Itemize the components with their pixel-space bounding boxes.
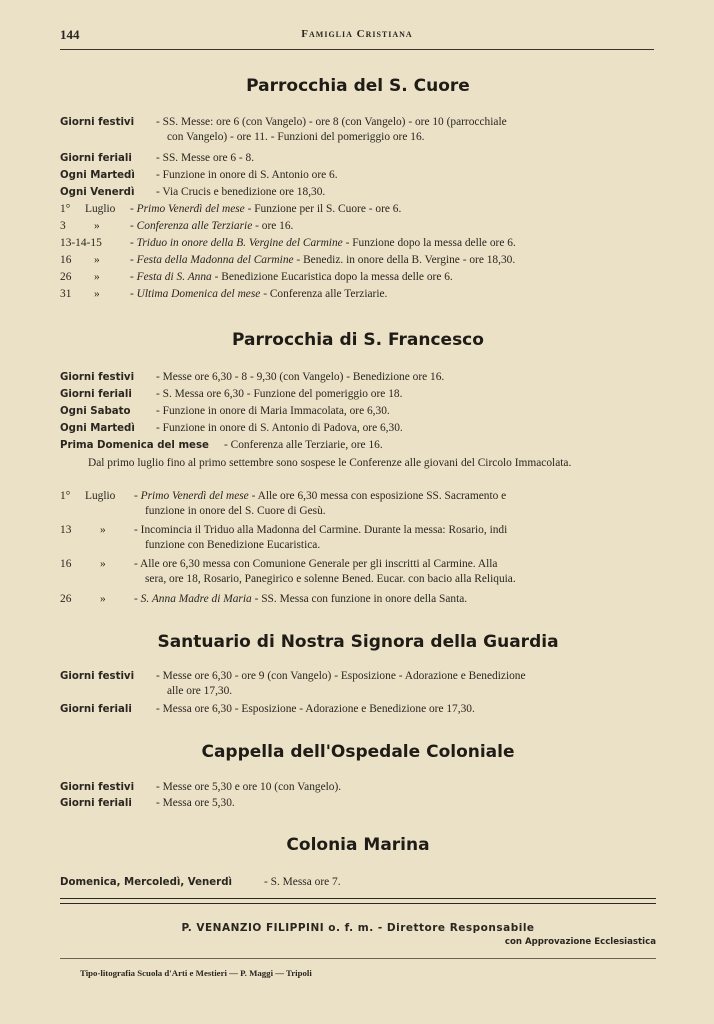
schedule-label: Ogni Martedì (60, 170, 135, 181)
section-title-colonia-marina: Colonia Marina (286, 835, 430, 855)
schedule-label: Giorni festivi (60, 117, 135, 128)
dash: - (134, 524, 138, 536)
dash: - (130, 203, 134, 215)
section-title-s-cuore: Parrocchia del S. Cuore (246, 76, 470, 96)
dated-row (60, 557, 656, 587)
schedule-row (60, 404, 656, 419)
date-month: Luglio (85, 490, 116, 502)
event-text: - Benediz. in onore della B. Vergine - ore 18,30. (293, 254, 516, 266)
dated-row (60, 202, 656, 217)
note-paragraph: Dal primo luglio fino al primo settembre sono sospese le Conferenze alle giovani del Circolo Immacolata. (88, 457, 572, 469)
schedule-text: - Messa ore 5,30. (156, 797, 235, 809)
dated-row (60, 523, 656, 553)
date-day: 26 (60, 271, 72, 283)
running-head (60, 27, 654, 47)
footer-rule (60, 903, 656, 904)
approval-line: con Approvazione Ecclesiastica (504, 937, 656, 947)
dated-row (60, 253, 656, 268)
schedule-row (60, 669, 656, 699)
date-day: 26 (60, 593, 72, 605)
event-title: Conferenza alle Terziarie (136, 220, 253, 232)
dash: - (130, 288, 134, 300)
printer-rule (60, 958, 656, 959)
schedule-row (60, 438, 656, 453)
event-text: - Benedizione Eucaristica dopo la messa delle ore 6. (211, 271, 453, 283)
event-text: Alle ore 6,30 messa con Comunione Generale per gli inscritti al Carmine. Alla (140, 558, 498, 570)
schedule-label: Giorni festivi (60, 671, 135, 682)
event-text-cont: sera, ore 18, Rosario, Panegirico e solenne Bened. Eucar. con bacio alla Reliquia. (145, 573, 516, 585)
schedule-label: Giorni festivi (60, 782, 135, 793)
event-title: Primo Venerdì del mese (136, 203, 245, 215)
dash: - (130, 237, 134, 249)
dash: - (130, 271, 134, 283)
schedule-row (60, 421, 656, 436)
date-day: 1° (60, 490, 71, 502)
date-day: 16 (60, 254, 72, 266)
dash: - (134, 593, 138, 605)
schedule-label: Domenica, Mercoledì, Venerdì (60, 877, 232, 888)
schedule-text: - SS. Messe ore 6 - 8. (156, 152, 255, 164)
event-title: Festa di S. Anna (136, 271, 212, 283)
event-text: - Funzione per il S. Cuore - ore 6. (244, 203, 402, 215)
footer-rule (60, 898, 656, 899)
event-text: - SS. Messa con funzione in onore della Santa. (251, 593, 468, 605)
date-month: » (94, 288, 100, 300)
schedule-row (60, 796, 656, 811)
event-text-cont: funzione con Benedizione Eucaristica. (145, 539, 321, 551)
event-title: Primo Venerdì del mese (140, 490, 249, 502)
section-title-santuario: Santuario di Nostra Signora della Guardia (157, 632, 559, 652)
page-number: 144 (60, 27, 80, 42)
schedule-text: - S. Messa ore 7. (264, 876, 341, 888)
date-month: Luglio (85, 203, 116, 215)
schedule-label: Giorni feriali (60, 389, 132, 400)
schedule-label: Ogni Venerdì (60, 187, 135, 198)
schedule-label: Prima Domenica del mese (60, 440, 209, 451)
dated-row (60, 489, 656, 519)
schedule-row (60, 702, 656, 717)
schedule-text: - Funzione in onore di Maria Immacolata, ore 6,30. (156, 405, 390, 417)
date-month: » (100, 524, 106, 536)
journal-title: Famiglia Cristiana (301, 28, 413, 40)
schedule-row (60, 185, 656, 200)
schedule-text: - Funzione in onore di S. Antonio ore 6. (156, 169, 338, 181)
dash: - (134, 490, 138, 502)
date-month: » (100, 558, 106, 570)
schedule-text: - Messe ore 6,30 - 8 - 9,30 (con Vangelo) - Benedizione ore 16. (156, 371, 445, 383)
schedule-label: Giorni feriali (60, 798, 132, 809)
schedule-text: - Messa ore 6,30 - Esposizione - Adorazione e Benedizione ore 17,30. (156, 703, 475, 715)
date-month: » (94, 220, 100, 232)
director-line: P. VENANZIO FILIPPINI o. f. m. - Direttore Responsabile (181, 922, 535, 934)
schedule-row (60, 370, 656, 385)
event-title: Triduo in onore della B. Vergine del Carmine (136, 237, 343, 249)
event-text: - ore 16. (252, 220, 294, 232)
date-month: » (94, 271, 100, 283)
schedule-text: - Funzione in onore di S. Antonio di Padova, ore 6,30. (156, 422, 403, 434)
schedule-row (60, 115, 656, 145)
schedule-label: Ogni Martedì (60, 423, 135, 434)
date-day: 16 (60, 558, 72, 570)
date-day: 13-14-15 (60, 237, 102, 249)
section-title-cappella: Cappella dell'Ospedale Coloniale (201, 742, 515, 762)
schedule-label: Giorni festivi (60, 372, 135, 383)
schedule-label: Giorni feriali (60, 153, 132, 164)
schedule-text: - Via Crucis e benedizione ore 18,30. (156, 186, 326, 198)
schedule-row (60, 387, 656, 402)
schedule-label: Ogni Sabato (60, 406, 131, 417)
event-title: Festa della Madonna del Carmine (136, 254, 294, 266)
dated-row (60, 287, 656, 302)
event-text: - Alle ore 6,30 messa con esposizione SS. Sacramento e (248, 490, 507, 502)
schedule-text: - Messe ore 6,30 - ore 9 (con Vangelo) - Esposizione - Adorazione e Benedizione (156, 670, 526, 682)
schedule-text: - Messe ore 5,30 e ore 10 (con Vangelo). (156, 781, 342, 793)
event-title: S. Anna Madre di Maria (140, 593, 252, 605)
event-text-cont: funzione in onore del S. Cuore di Gesù. (145, 505, 326, 517)
schedule-label: Giorni feriali (60, 704, 132, 715)
schedule-text: - SS. Messe: ore 6 (con Vangelo) - ore 8 (con Vangelo) - ore 10 (parrocchiale (156, 116, 507, 128)
header-rule (60, 49, 654, 50)
dated-row (60, 592, 656, 607)
section-title-s-francesco: Parrocchia di S. Francesco (232, 330, 484, 350)
event-title: Ultima Domenica del mese (136, 288, 261, 300)
event-text: - Funzione dopo la messa delle ore 6. (342, 237, 516, 249)
dash: - (134, 558, 138, 570)
date-day: 1° (60, 203, 71, 215)
date-day: 13 (60, 524, 72, 536)
dated-row (60, 236, 656, 251)
dated-row (60, 270, 656, 285)
schedule-text: - Conferenza alle Terziarie, ore 16. (224, 439, 383, 451)
schedule-text-cont: alle ore 17,30. (167, 685, 233, 697)
schedule-row (60, 780, 656, 795)
event-text: - Conferenza alle Terziarie. (260, 288, 388, 300)
schedule-text-cont: con Vangelo) - ore 11. - Funzioni del pomeriggio ore 16. (167, 131, 425, 143)
date-day: 31 (60, 288, 72, 300)
printer-line: Tipo-litografia Scuola d'Arti e Mestieri — P. Maggi — Tripoli (80, 968, 312, 978)
schedule-row (60, 875, 656, 890)
dated-row (60, 219, 656, 234)
date-month: » (94, 254, 100, 266)
dash: - (130, 254, 134, 266)
schedule-text: - S. Messa ore 6,30 - Funzione del pomeriggio ore 18. (156, 388, 403, 400)
schedule-row (60, 168, 656, 183)
date-day: 3 (60, 220, 66, 232)
date-month: » (100, 593, 106, 605)
schedule-row (60, 151, 656, 166)
dash: - (130, 220, 134, 232)
event-text: Incomincia il Triduo alla Madonna del Carmine. Durante la messa: Rosario, indi (140, 524, 508, 536)
